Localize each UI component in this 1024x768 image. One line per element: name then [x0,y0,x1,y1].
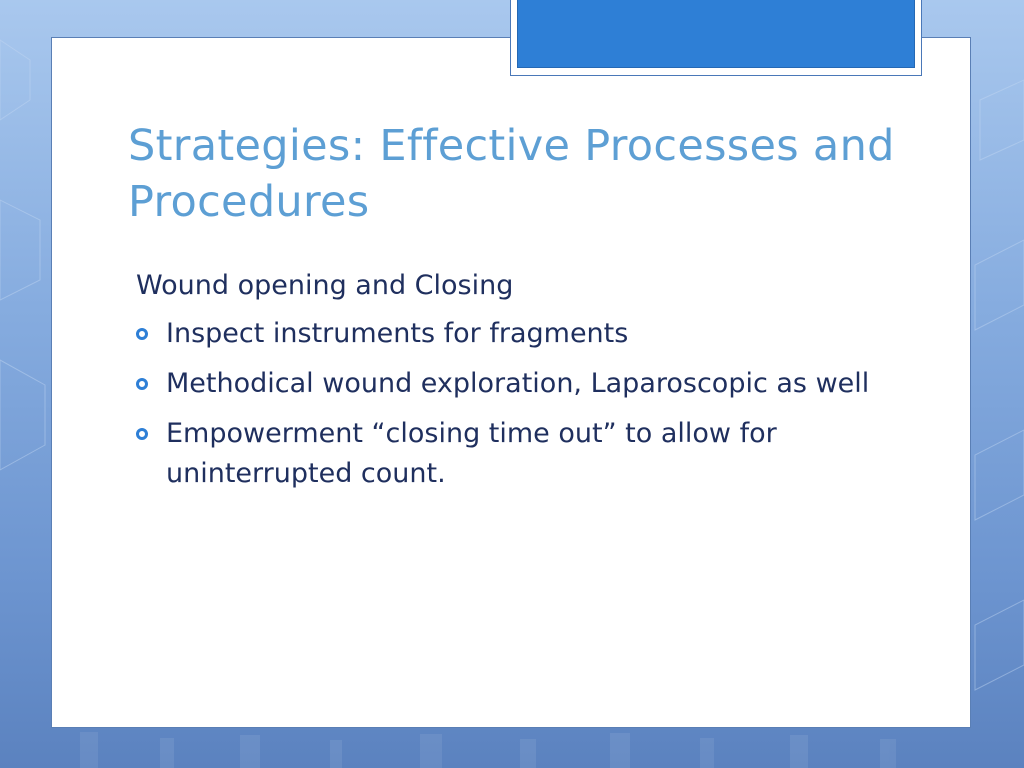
hollow-circle-bullet-icon [136,428,148,440]
slide-content [136,266,896,504]
bullet-text: Methodical wound exploration, Laparoscopic as well [166,368,870,399]
list-item [136,314,896,354]
list-item [136,364,896,404]
hollow-circle-bullet-icon [136,328,148,340]
bullet-text: Empowerment “closing time out” to allow for uninterrupted count. [166,418,777,489]
accent-block [517,0,915,68]
list-item [136,414,896,494]
hollow-circle-bullet-icon [136,378,148,390]
bullet-list [136,314,896,494]
slide-title: Strategies: Effective Processes and Procedures [128,121,895,227]
subheading: Wound opening and Closing [136,270,514,301]
bullet-text: Inspect instruments for fragments [166,318,629,349]
